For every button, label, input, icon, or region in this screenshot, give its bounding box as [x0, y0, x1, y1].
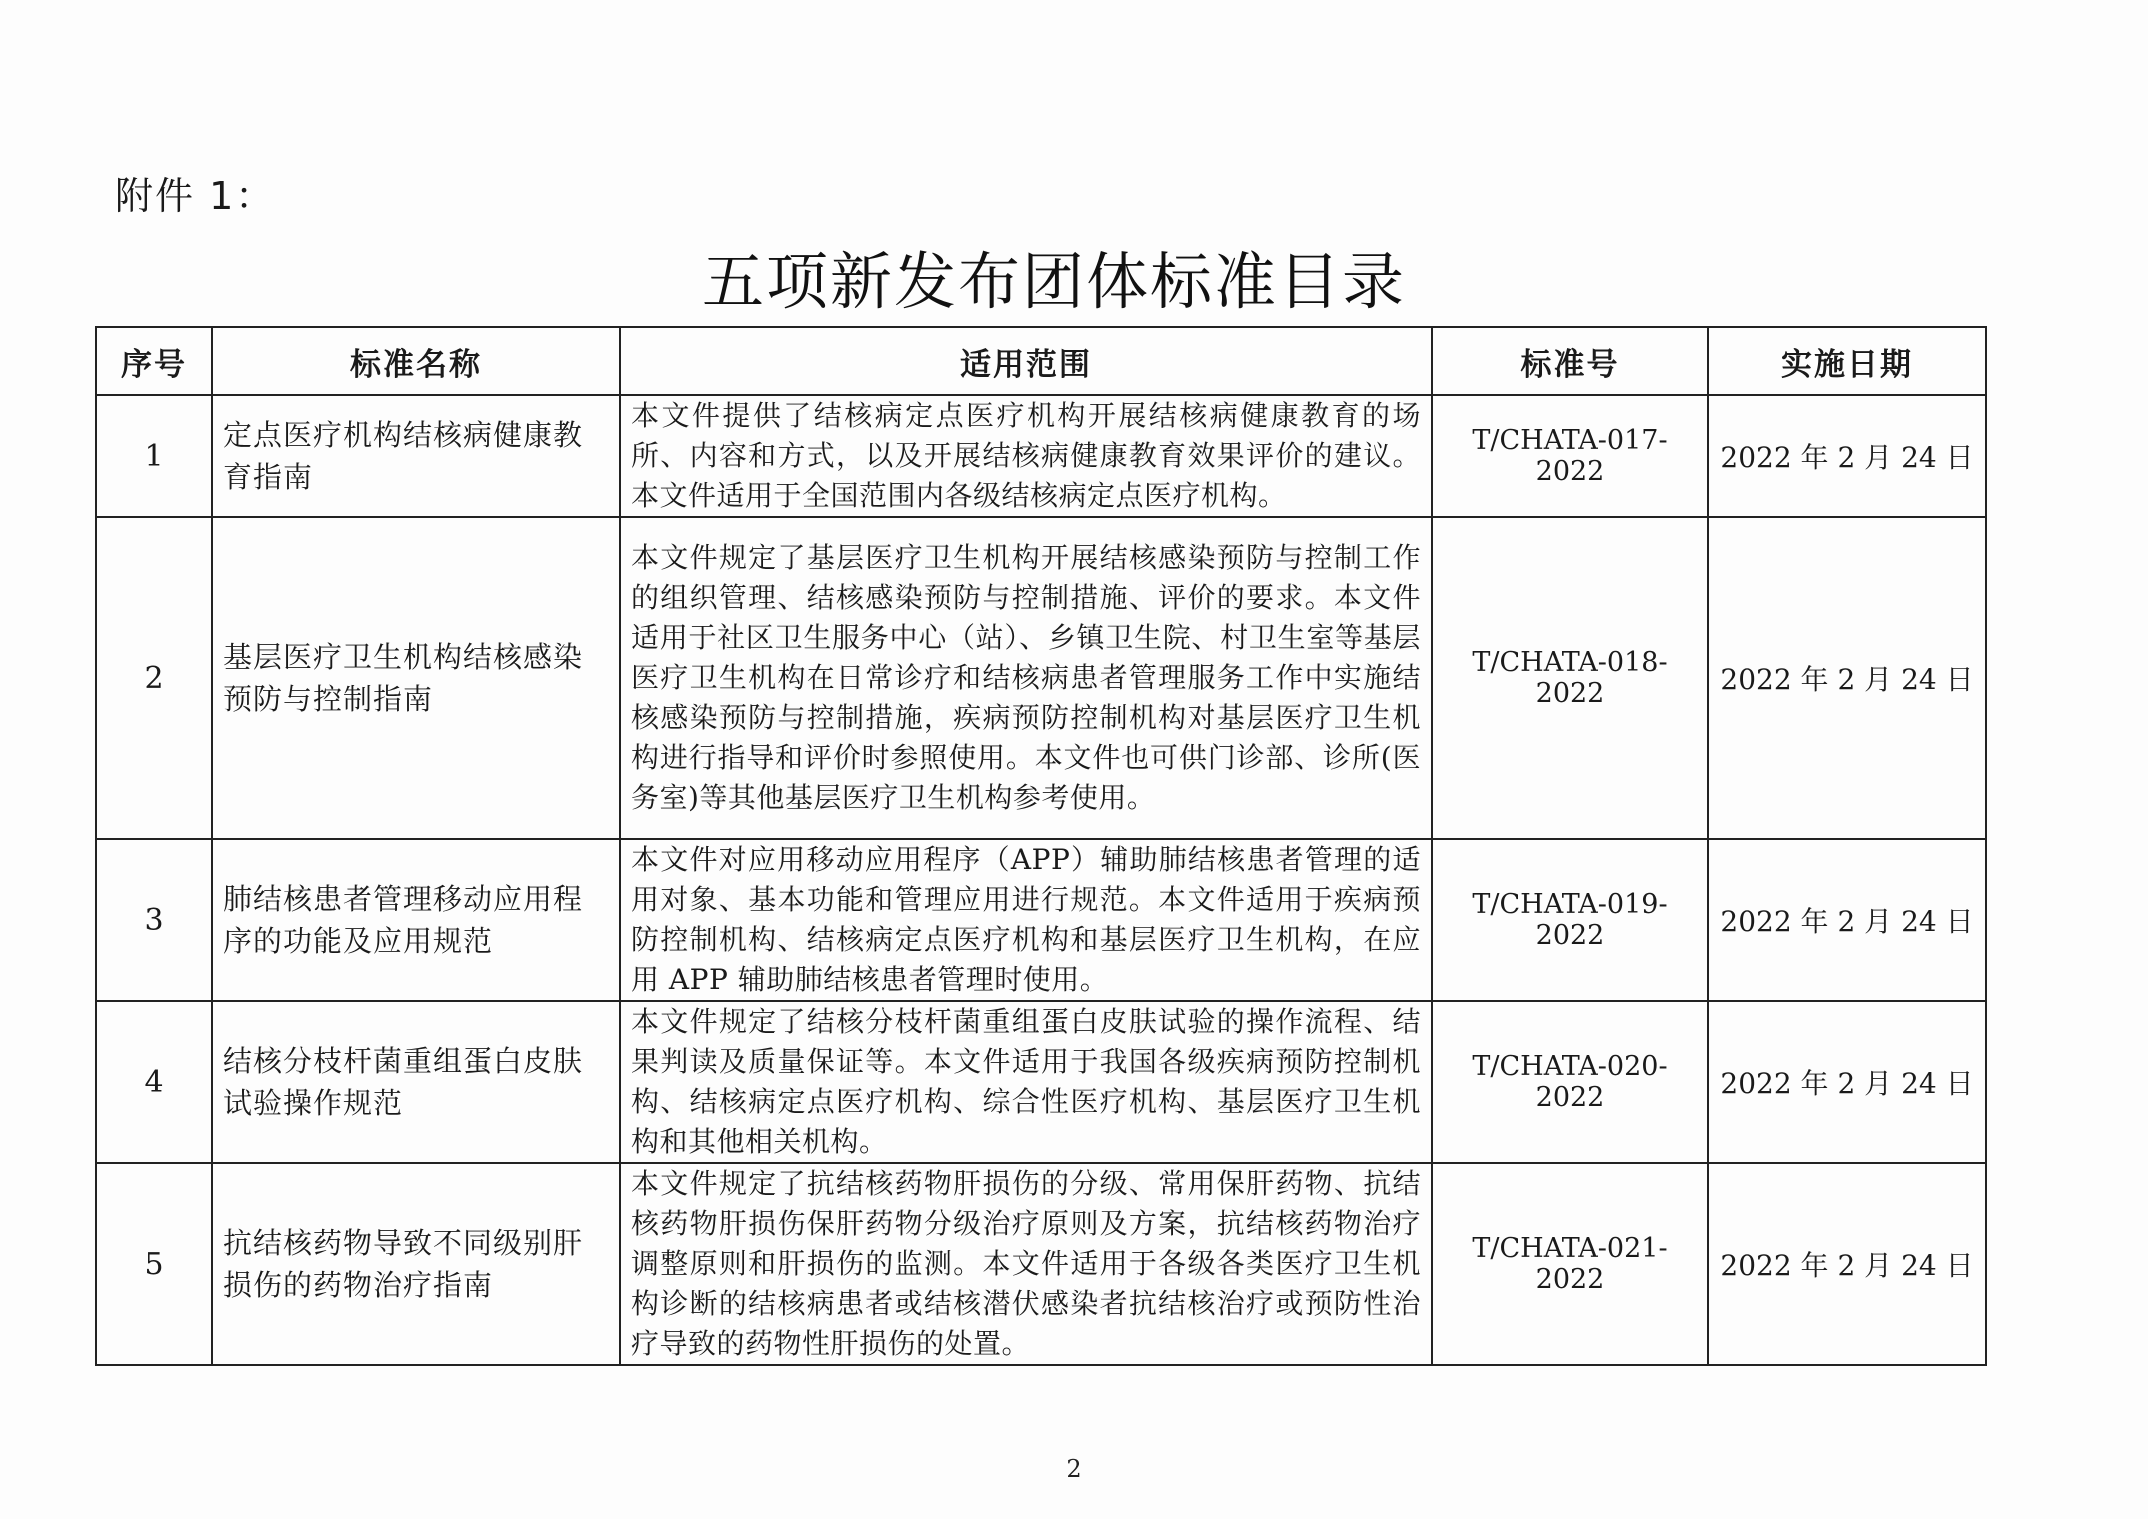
standard-code: T/CHATA-021-2022 — [1432, 1163, 1708, 1365]
standard-scope: 本文件规定了基层医疗卫生机构开展结核感染预防与控制工作的组织管理、结核感染预防与控制措施、评价的要求。本文件适用于社区卫生服务中心（站）、乡镇卫生院、村卫生室等基层医疗卫生机构在日常诊疗和结核病患者管理服务工作中实施结核感染预防与控制措施，疾病预防控制机构对基层医疗卫生机构进行指导和评价时参照使用。本文件也可供门诊部、诊所(医务室)等其他基层医疗卫生机构参考使用。 — [620, 517, 1432, 839]
standard-name: 定点医疗机构结核病健康教育指南 — [212, 395, 620, 517]
standard-name: 基层医疗卫生机构结核感染预防与控制指南 — [212, 517, 620, 839]
document-title-text: 五项新发布团体标准目录 — [701, 245, 1406, 318]
standard-code: T/CHATA-019-2022 — [1432, 839, 1708, 1001]
row-number: 4 — [96, 1001, 212, 1163]
header-code: 标准号 — [1432, 327, 1708, 395]
table-row — [96, 1163, 1986, 1365]
standard-name: 抗结核药物导致不同级别肝损伤的药物治疗指南 — [212, 1163, 620, 1365]
header-no: 序号 — [96, 327, 212, 395]
standard-name: 肺结核患者管理移动应用程序的功能及应用规范 — [212, 839, 620, 1001]
table-row — [96, 839, 1986, 1001]
table-row — [96, 517, 1986, 839]
standard-code: T/CHATA-018-2022 — [1432, 517, 1708, 839]
table-row — [96, 395, 1986, 517]
standard-code: T/CHATA-017-2022 — [1432, 395, 1708, 517]
standard-scope: 本文件提供了结核病定点医疗机构开展结核病健康教育的场所、内容和方式，以及开展结核病健康教育效果评价的建议。本文件适用于全国范围内各级结核病定点医疗机构。 — [620, 395, 1432, 517]
standards-table — [95, 326, 1987, 1366]
standard-scope: 本文件规定了结核分枝杆菌重组蛋白皮肤试验的操作流程、结果判读及质量保证等。本文件适用于我国各级疾病预防控制机构、结核病定点医疗机构、综合性医疗机构、基层医疗卫生机构和其他相关机构。 — [620, 1001, 1432, 1163]
document-title — [0, 232, 2148, 321]
effective-date: 2022 年 2 月 24 日 — [1708, 1001, 1986, 1163]
table-row — [96, 1001, 1986, 1163]
page-number: 2 — [1066, 1455, 1082, 1483]
standard-scope: 本文件对应用移动应用程序（APP）辅助肺结核患者管理的适用对象、基本功能和管理应用进行规范。本文件适用于疾病预防控制机构、结核病定点医疗机构和基层医疗卫生机构，在应用 APP 辅助肺结核患者管理时使用。 — [620, 839, 1432, 1001]
header-date: 实施日期 — [1708, 327, 1986, 395]
header-scope: 适用范围 — [620, 327, 1432, 395]
standard-code: T/CHATA-020-2022 — [1432, 1001, 1708, 1163]
effective-date: 2022 年 2 月 24 日 — [1708, 395, 1986, 517]
table-header-row — [96, 327, 1986, 395]
row-number: 1 — [96, 395, 212, 517]
header-name: 标准名称 — [212, 327, 620, 395]
attachment-label: 附件 1： — [115, 174, 276, 218]
standard-name: 结核分枝杆菌重组蛋白皮肤试验操作规范 — [212, 1001, 620, 1163]
row-number: 5 — [96, 1163, 212, 1365]
row-number: 3 — [96, 839, 212, 1001]
row-number: 2 — [96, 517, 212, 839]
effective-date: 2022 年 2 月 24 日 — [1708, 1163, 1986, 1365]
standard-scope: 本文件规定了抗结核药物肝损伤的分级、常用保肝药物、抗结核药物肝损伤保肝药物分级治疗原则及方案，抗结核药物治疗调整原则和肝损伤的监测。本文件适用于各级各类医疗卫生机构诊断的结核病患者或结核潜伏感染者抗结核治疗或预防性治疗导致的药物性肝损伤的处置。 — [620, 1163, 1432, 1365]
effective-date: 2022 年 2 月 24 日 — [1708, 839, 1986, 1001]
effective-date: 2022 年 2 月 24 日 — [1708, 517, 1986, 839]
